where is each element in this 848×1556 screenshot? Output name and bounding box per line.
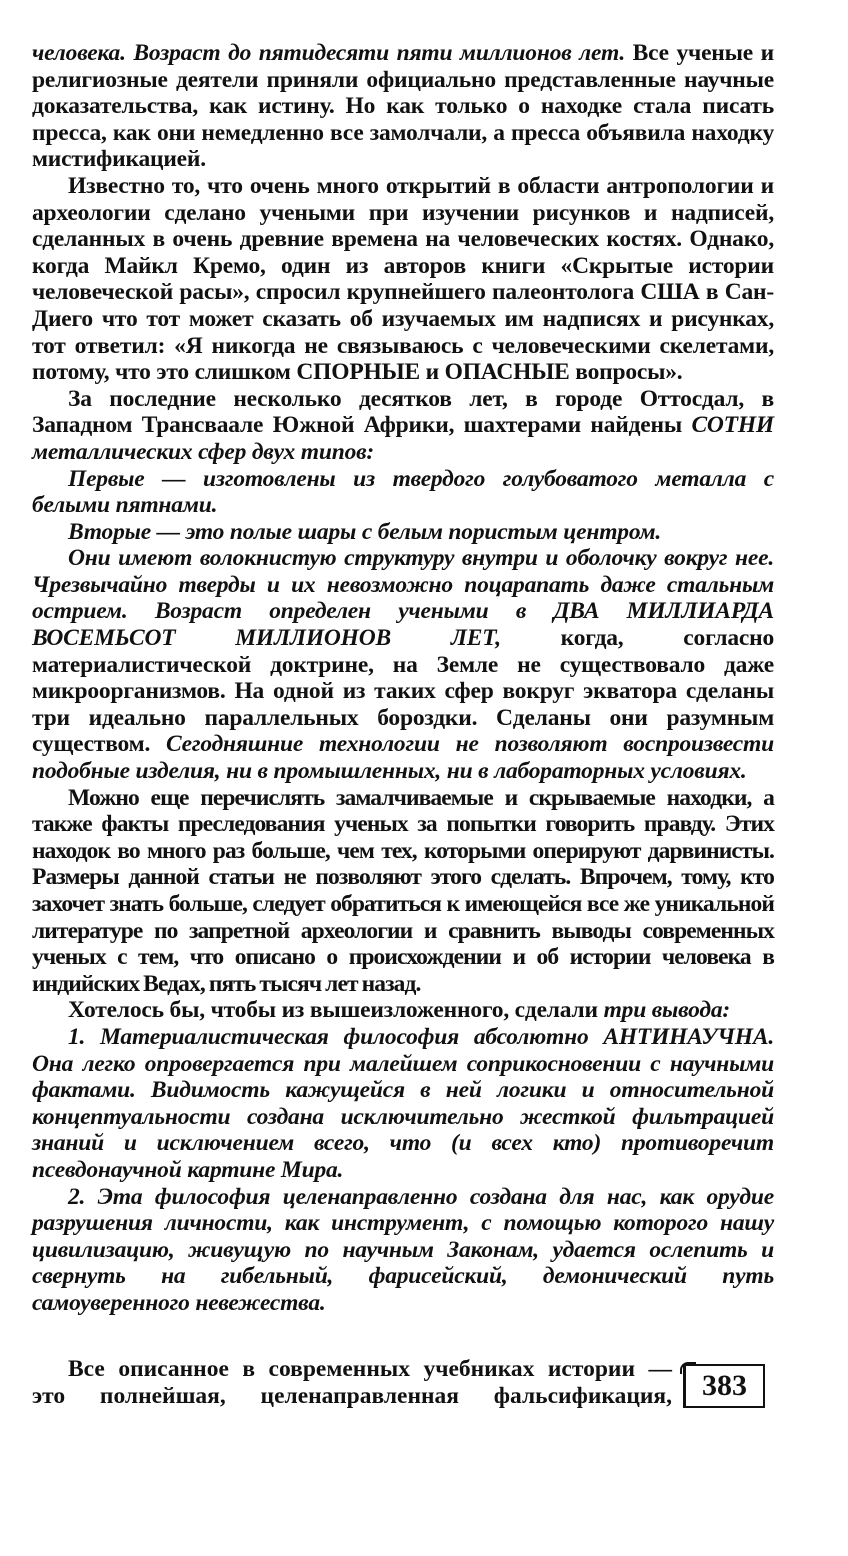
paragraph-6 (32, 785, 774, 998)
closing-line-2: это полнейшая, целенаправленная фальсификация, (32, 1382, 672, 1409)
closing-line-1: Все описанное в современных учебниках истории — (68, 1356, 672, 1382)
paragraph-7-segment-0: Хотелось бы, чтобы из вышеизложенного, сделали (68, 997, 604, 1024)
paragraph-2-segment-1: СОТНИ металлических сфер двух типов: (32, 412, 774, 465)
paragraph-8 (32, 1024, 774, 1184)
paragraph-1 (32, 173, 774, 386)
paragraph-2-segment-0: За последние несколько десятков лет, в городе Оттосдал, в Западном Трансваале Южной Африки, шахтерами найдены (32, 385, 774, 439)
paragraph-7-segment-1: три вывода: (603, 997, 731, 1024)
paragraph-5-segment-0: Они имеют волокнистую структуру внутри и оболочку вокруг нее. Чрезвычайно тверды и их невозможно поцарапать даже стальным острием. Возраст определен учеными в ДВА МИЛЛИАРДА ВОСЕМЬСОТ МИЛЛИОНОВ ЛЕТ, (32, 545, 774, 652)
paragraph-0 (32, 40, 774, 173)
paragraph-3-segment-0: Первые — изготовлены из твердого голубоватого металла с белыми пятнами. (32, 465, 774, 519)
paragraph-2 (32, 386, 774, 466)
paragraph-0-segment-0: человека. Возраст до пятидесяти пяти миллионов лет. (32, 40, 625, 66)
paragraph-1-segment-0: Известно то, что очень много открытий в области антропологии и археологии сделано учеными при изучении рисунков и надписей, сделанных в очень древние времена на человеческих костях. Однако, когда Майкл Кремо, один из авторов книги «Скрытые истории человеческой расы», спросил крупнейшего палеонтолога США в Сан-Диего что тот может сказать об изучаемых им надписях и рисунках, тот ответил: «Я никогда не связываюсь с человеческими скелетами, потому, что это слишком СПОРНЫЕ и ОПАСНЫЕ вопросы». (32, 172, 774, 386)
paragraph-7 (32, 997, 774, 1024)
paragraph-6-segment-0: Можно еще перечислять замалчиваемые и скрываемые находки, а также факты преследования ученых за попытки говорить правду. Этих находок во много раз больше, чем тех, которыми оперируют дарвинисты. Размеры данной статьи не позволяют этого сделать. Впрочем, тому, кто захочет знать больше, следует обратиться к имеющейся все же уникальной литературе по запретной археологии и сравнить выводы современных ученых с тем, что описано о происхождении и об истории человека в индийских Ведах, пять тысяч лет назад. (32, 784, 774, 997)
paragraph-0-segment-1: Все ученые и религиозные деятели приняли официально представленные научные доказательства, как истину. Но как только о находке стала писать пресса, как они немедленно все замолчали, а пресса объявила находку мистификацией. (32, 40, 774, 173)
closing-lines (32, 1356, 672, 1409)
paragraph-8-segment-0: 1. Материалистическая философия абсолютно АНТИНАУЧНА. Она легко опровергается при малейшем соприкосновении с научными фактами. Видимость кажущейся в ней логики и относительной концептуальности создана исключительно жесткой фильтрацией знаний и исключением всего, что (и всех кто) противоречит псевдонаучной картине Мира. (32, 1023, 774, 1183)
paragraph-9-segment-0: 2. Эта философия целенаправленно создана для нас, как орудие разрушения личности, как инструмент, с помощью которого нашу цивилизацию, живущую по научным Законам, удается ослепить и свернуть на гибельный, фарисейский, демонический путь самоуверенного невежества. (32, 1183, 774, 1316)
page-number: 383 (683, 1364, 765, 1408)
page-body (32, 40, 774, 1317)
paragraph-4-segment-0: Вторые — это полые шары с белым пористым центром. (68, 518, 662, 545)
paragraph-5-segment-2: Сегодняшние технологии не позволяют воспроизвести подобные изделия, ни в промышленных, ни в лабораторных условиях. (32, 731, 774, 785)
paragraph-4 (32, 519, 774, 546)
paragraph-3 (32, 466, 774, 519)
paragraph-9 (32, 1184, 774, 1317)
paragraph-5-segment-1: когда, согласно материалистической доктрине, на Земле не существовало даже микроорганизмов. На одной из таких сфер вокруг экватора сделаны три идеально параллельных бороздки. Сделаны они разумным существом. (32, 625, 774, 758)
paragraph-5 (32, 545, 774, 784)
